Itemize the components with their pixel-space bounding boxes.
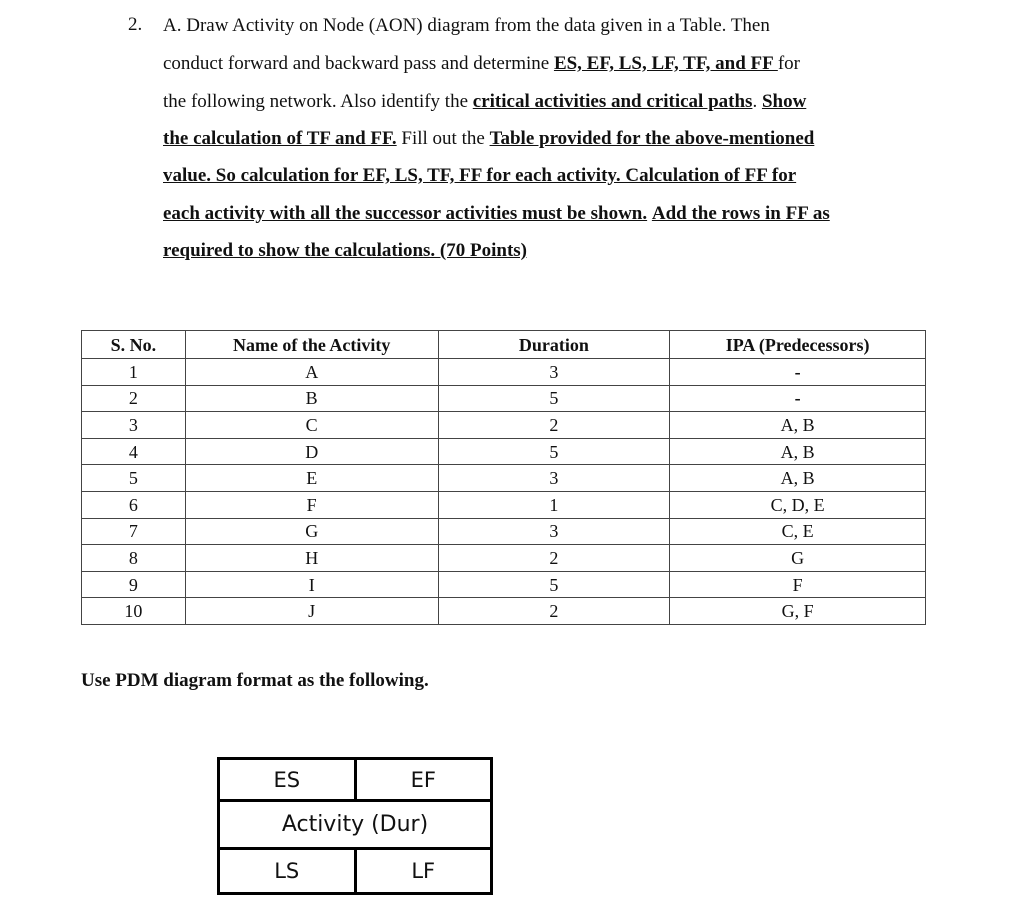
cell-predecessors: A, B [670, 412, 926, 439]
cell-duration: 3 [438, 465, 670, 492]
table-row [82, 491, 926, 518]
emphasis-text: Add the rows in FF as [651, 203, 830, 224]
cell-s-no: 10 [82, 598, 186, 625]
cell-s-no: 3 [82, 412, 186, 439]
cell-s-no: 1 [82, 359, 186, 386]
body-text: conduct forward and backward pass and determine [163, 53, 554, 74]
cell-activity-name: A [185, 359, 438, 386]
question-line [163, 239, 527, 263]
pdm-format-label: Use PDM diagram format as the following. [81, 670, 429, 691]
cell-activity-name: G [185, 518, 438, 545]
cell-duration: 2 [438, 545, 670, 572]
body-text: the following network. Also identify the [163, 91, 473, 112]
cell-s-no: 6 [82, 491, 186, 518]
activity-table [81, 330, 926, 625]
header-s-no: S. No. [82, 331, 186, 359]
cell-s-no: 8 [82, 545, 186, 572]
cell-s-no: 2 [82, 385, 186, 412]
pdm-bottom-row [220, 850, 490, 892]
question-line [163, 202, 830, 226]
question-line [163, 14, 770, 38]
cell-s-no: 7 [82, 518, 186, 545]
pdm-node-diagram [217, 757, 493, 895]
header-activity-name: Name of the Activity [185, 331, 438, 359]
table-row [82, 545, 926, 572]
cell-activity-name: I [185, 571, 438, 598]
cell-activity-name: B [185, 385, 438, 412]
cell-activity-name: C [185, 412, 438, 439]
cell-s-no: 5 [82, 465, 186, 492]
cell-duration: 5 [438, 438, 670, 465]
table-row [82, 571, 926, 598]
question-number: 2. [128, 14, 143, 35]
cell-predecessors: - [670, 385, 926, 412]
emphasis-text: required to show the calculations. (70 Points) [163, 240, 527, 261]
cell-activity-name: J [185, 598, 438, 625]
cell-activity-name: D [185, 438, 438, 465]
cell-activity-name: H [185, 545, 438, 572]
table-row [82, 359, 926, 386]
cell-predecessors: A, B [670, 465, 926, 492]
cell-s-no: 4 [82, 438, 186, 465]
question-line [163, 90, 806, 114]
cell-s-no: 9 [82, 571, 186, 598]
question-line [163, 52, 800, 76]
cell-predecessors: G, F [670, 598, 926, 625]
body-text: Fill out the [396, 128, 490, 149]
question-line [163, 127, 814, 151]
table-header-row [82, 331, 926, 359]
cell-duration: 5 [438, 571, 670, 598]
pdm-lf-cell: LF [411, 859, 436, 883]
emphasis-text: Table provided for the above-mentioned [489, 128, 815, 149]
pdm-top-row [220, 760, 490, 802]
body-text: A. Draw Activity on Node (AON) diagram from the data given in a Table. Then [163, 15, 770, 36]
cell-predecessors: A, B [670, 438, 926, 465]
cell-duration: 1 [438, 491, 670, 518]
table-row [82, 412, 926, 439]
cell-predecessors: - [670, 359, 926, 386]
emphasis-text: Show [761, 91, 807, 112]
cell-predecessors: G [670, 545, 926, 572]
emphasis-text: each activity with all the successor activities must be shown. [163, 203, 648, 224]
cell-activity-name: F [185, 491, 438, 518]
cell-duration: 5 [438, 385, 670, 412]
cell-predecessors: C, E [670, 518, 926, 545]
table-body [82, 359, 926, 625]
header-predecessors: IPA (Predecessors) [670, 331, 926, 359]
pdm-activity-cell: Activity (Dur) [281, 812, 429, 837]
emphasis-text: ES, EF, LS, LF, TF, and FF [553, 53, 778, 74]
body-text: . [752, 91, 762, 112]
cell-duration: 3 [438, 518, 670, 545]
table-row [82, 518, 926, 545]
pdm-activity-row [220, 802, 490, 850]
question-line [163, 164, 796, 188]
emphasis-text: value. So calculation for EF, LS, TF, FF for each activity. Calculation of FF for [163, 165, 797, 186]
cell-activity-name: E [185, 465, 438, 492]
emphasis-text: critical activities and critical paths [472, 91, 753, 112]
cell-duration: 2 [438, 412, 670, 439]
cell-predecessors: F [670, 571, 926, 598]
table-row [82, 598, 926, 625]
table-row [82, 465, 926, 492]
header-duration: Duration [438, 331, 670, 359]
cell-duration: 2 [438, 598, 670, 625]
cell-duration: 3 [438, 359, 670, 386]
body-text: for [777, 53, 800, 74]
table-row [82, 438, 926, 465]
table-row [82, 385, 926, 412]
cell-predecessors: C, D, E [670, 491, 926, 518]
pdm-es-cell: ES [220, 760, 357, 799]
pdm-ls-cell: LS [220, 850, 357, 892]
emphasis-text: the calculation of TF and FF. [163, 128, 397, 149]
pdm-ef-cell: EF [410, 767, 436, 792]
